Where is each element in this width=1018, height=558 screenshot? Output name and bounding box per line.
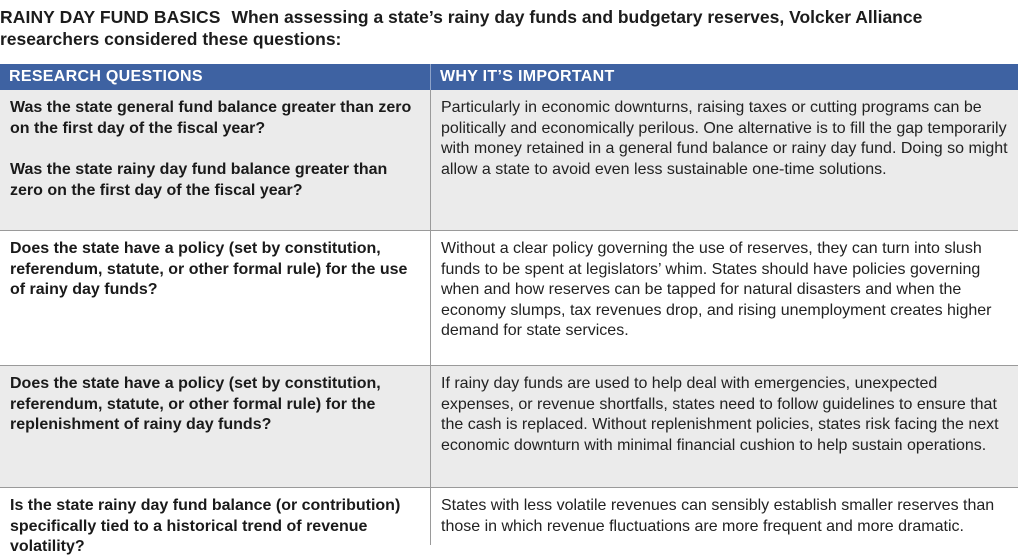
table-row (0, 366, 1018, 488)
importance-cell: If rainy day funds are used to help deal with emergencies, unexpected expenses, or revenue shortfalls, states need to follow guidelines to ensure that the cash is replaced. Without replenishment policies, states risk facing the next economic downturn with minimal financial cushion to help sustain operations. (441, 375, 999, 454)
table-row (0, 488, 1018, 555)
importance-cell: Particularly in economic downturns, raising taxes or cutting programs can be politically and economically perilous. One alternative is to fill the gap temporarily with money retained in a general fund balance or rainy day fund. Doing so might allow a state to avoid even less sustainable one-time solutions. (441, 99, 1008, 178)
column-header-why-important: WHY IT’S IMPORTANT (440, 68, 615, 85)
page-heading (0, 6, 1012, 50)
table-row (0, 90, 1018, 231)
column-header-research-questions: RESEARCH QUESTIONS (0, 64, 431, 90)
question-cell (0, 90, 431, 230)
question-cell (0, 366, 431, 487)
question-text: Was the state rainy day fund balance greater than zero on the first day of the fiscal year? (10, 161, 388, 199)
page-title: RAINY DAY FUND BASICS (0, 7, 221, 27)
question-text: Does the state have a policy (set by constitution, referendum, statute, or other formal rule) for the replenishment of rainy day funds? (10, 375, 381, 433)
page-intro: When assessing a state’s rainy day funds and budgetary reserves, Volcker Alliance researchers considered these questions: (0, 7, 923, 49)
question-text: Is the state rainy day fund balance (or contribution) specifically tied to a historical trend of revenue volatility? (10, 497, 401, 555)
question-cell (0, 488, 431, 555)
research-questions-table (0, 64, 1018, 555)
question-text: Does the state have a policy (set by constitution, referendum, statute, or other formal rule) for the use of rainy day funds? (10, 240, 408, 298)
table-row (0, 231, 1018, 366)
importance-cell: States with less volatile revenues can sensibly establish smaller reserves than those in which revenue fluctuations are more frequent and more dramatic. (441, 497, 995, 535)
question-text: Was the state general fund balance greater than zero on the first day of the fiscal year? (10, 99, 412, 137)
table-header (0, 64, 1018, 90)
importance-cell: Without a clear policy governing the use of reserves, they can turn into slush funds to be spent at legislators’ whim. States should have policies governing when and how reserves can be tapped for natural disasters and when the economy slumps, tax revenues drop, and rising unemployment creates higher demand for state services. (441, 240, 992, 339)
question-cell (0, 231, 431, 365)
